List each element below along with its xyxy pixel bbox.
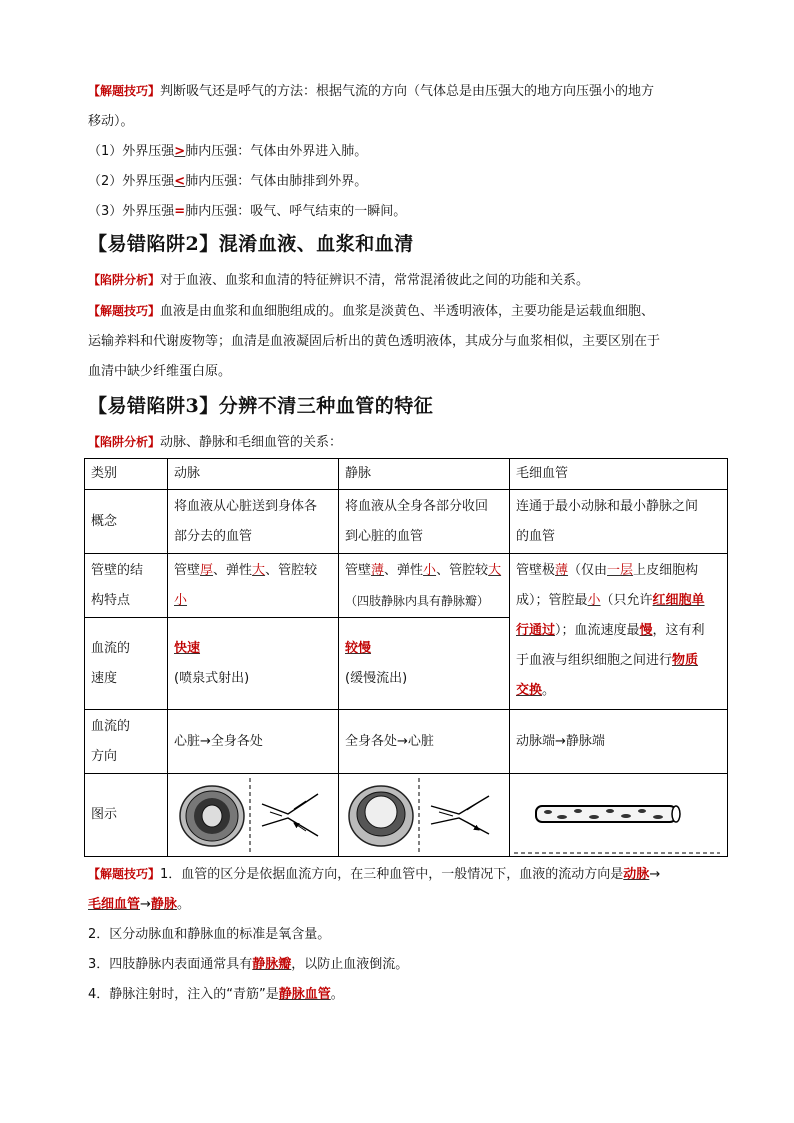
cell-concept-vein: 将血液从全身各部分收回 到心脏的血管 — [339, 490, 510, 554]
pressure-line-3: （3）外界压强=肺内压强：吸气、呼气结束的一瞬间。 — [88, 204, 407, 219]
artery-figure — [168, 774, 338, 856]
cell-figure-capillary — [510, 774, 728, 857]
table-row-wall — [85, 554, 728, 618]
table-row-figure — [85, 774, 728, 857]
cell-figure-artery — [168, 774, 339, 857]
note-2: 2．区分动脉血和静脉血的标准是氧含量。 — [88, 927, 331, 942]
tip-paragraph-1 — [88, 76, 728, 107]
cell-concept-capillary: 连通于最小动脉和最小静脉之间 的血管 — [510, 490, 728, 554]
row-label-figure: 图示 — [85, 774, 168, 857]
cell-wall-artery: 管壁厚、弹性大、管腔较 小 — [168, 554, 339, 618]
vein-figure — [339, 774, 509, 856]
cell-speed-artery: 快速 (喷泉式射出) — [168, 618, 339, 710]
pressure-line-1: （1）外界压强>肺内压强：气体由外界进入肺。 — [88, 144, 368, 159]
tip-paragraph-3-cont: 毛细血管→静脉。 — [88, 897, 190, 912]
header-category: 类别 — [85, 459, 168, 490]
cell-direction-capillary: 动脉端→静脉端 — [510, 710, 728, 774]
note-3: 3．四肢静脉内表面通常具有静脉瓣，以防止血液倒流。 — [88, 957, 409, 972]
cell-direction-vein: 全身各处→心脏 — [339, 710, 510, 774]
header-capillary: 毛细血管 — [510, 459, 728, 490]
table-row-concept — [85, 490, 728, 554]
blood-vessel-table — [84, 458, 728, 857]
pressure-line-2: （2）外界压强<肺内压强：气体由肺排到外界。 — [88, 174, 368, 189]
cell-figure-vein — [339, 774, 510, 857]
note-4: 4．静脉注射时，注入的“青筋”是静脉血管。 — [88, 987, 344, 1002]
table-row-direction — [85, 710, 728, 774]
cell-wall-vein: 管壁薄、弹性小、管腔较大 （四肢静脉内具有静脉瓣） — [339, 554, 510, 618]
page-content — [88, 76, 728, 1010]
row-label-direction: 血流的 方向 — [85, 710, 168, 774]
cell-concept-artery: 将血液从心脏送到身体各 部分去的血管 — [168, 490, 339, 554]
tip-paragraph-3: 【解题技巧】1．血管的区分是依据血流方向，在三种血管中，一般情况下，血液的流动方向是动脉→ — [88, 867, 661, 882]
cell-direction-artery: 心脏→全身各处 — [168, 710, 339, 774]
trap-analysis-3: 【陷阱分析】动脉、静脉和毛细血管的关系： — [88, 435, 343, 450]
section-heading-trap2: 【易错陷阱2】混淆血液、血浆和血清 — [88, 233, 414, 255]
cell-speed-vein: 较慢 (缓慢流出) — [339, 618, 510, 710]
row-label-concept: 概念 — [85, 490, 168, 554]
section-heading-trap3: 【易错陷阱3】分辨不清三种血管的特征 — [88, 395, 434, 417]
tip-text: 判断吸气还是呼气的方法：根据气流的方向（气体总是由压强大的地方向压强小的地方 — [160, 84, 655, 99]
row-label-speed: 血流的 速度 — [85, 618, 168, 710]
tip-paragraph-2: 【解题技巧】血液是由血浆和血细胞组成的。血浆是淡黄色、半透明液体，主要功能是运载血细胞、 — [88, 304, 655, 319]
tip-paragraph-2-line2: 运输养料和代谢废物等；血清是血液凝固后析出的黄色透明液体，其成分与血浆相似，主要区别在于 — [88, 334, 661, 349]
tip-label: 【解题技巧】 — [88, 84, 161, 98]
header-vein: 静脉 — [339, 459, 510, 490]
header-artery: 动脉 — [168, 459, 339, 490]
tip-paragraph-2-line3: 血清中缺少纤维蛋白原。 — [88, 364, 232, 379]
capillary-figure — [510, 774, 724, 856]
trap-analysis-2: 【陷阱分析】对于血液、血浆和血清的特征辨识不清，常常混淆彼此之间的功能和关系。 — [88, 273, 590, 288]
cell-wall-capillary: 管壁极薄（仅由一层上皮细胞构 成）；管腔最小（只允许红细胞单 行通过）；血流速度最慢，这有利 于血液与组织细胞之间进行物质 交换。 — [510, 554, 728, 710]
tip-text-cont: 移动）。 — [88, 114, 134, 129]
table-header-row — [85, 459, 728, 490]
row-label-wall: 管壁的结 构特点 — [85, 554, 168, 618]
